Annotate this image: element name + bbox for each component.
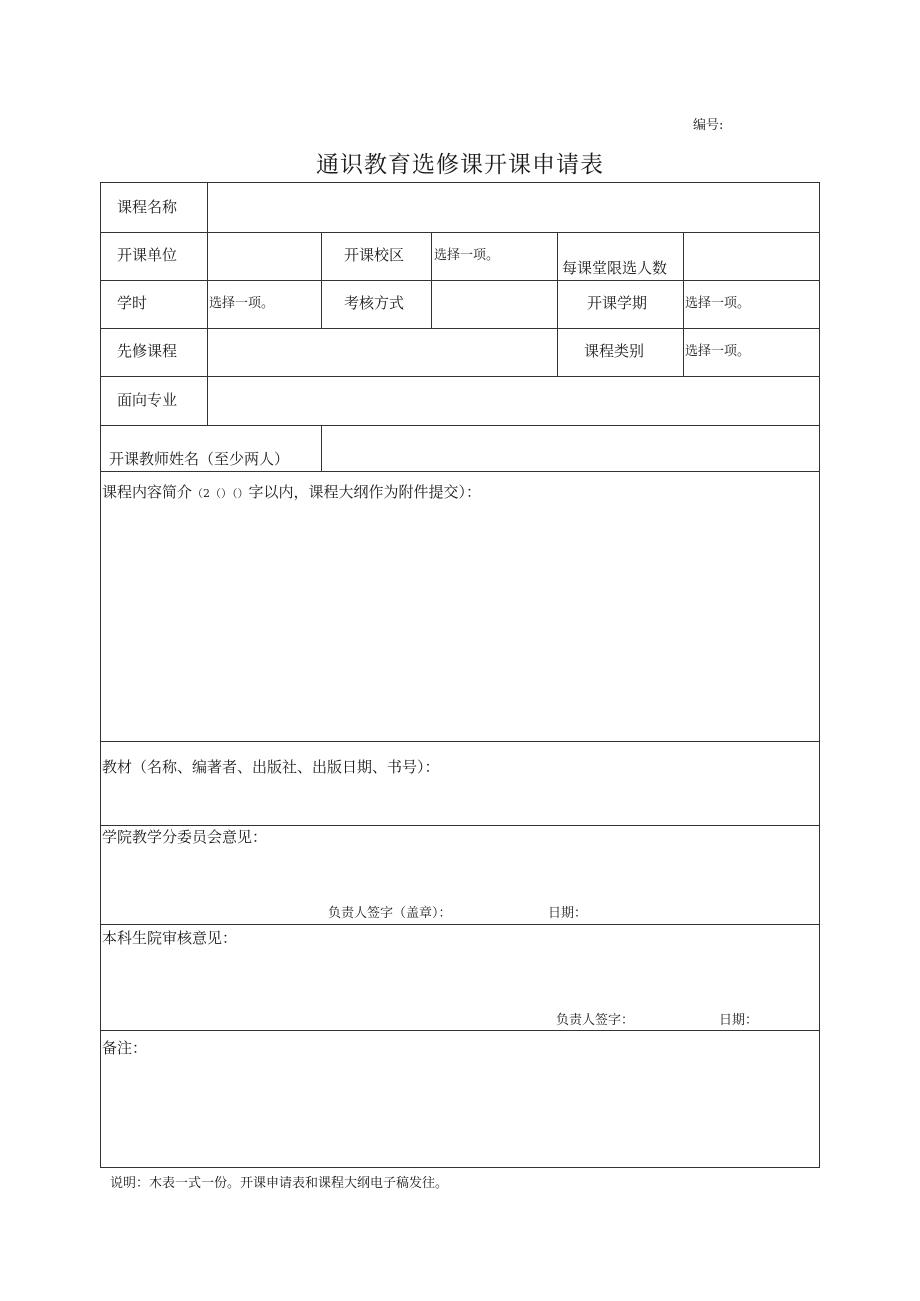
unit-label: 开课单位 xyxy=(117,246,178,264)
exam-label: 考核方式 xyxy=(344,294,405,312)
major-label: 面向专业 xyxy=(117,391,178,409)
course-name-field[interactable] xyxy=(209,185,817,230)
col-divider xyxy=(321,425,322,471)
hours-label: 学时 xyxy=(117,294,148,312)
limit-field[interactable] xyxy=(685,234,817,279)
textbook-field[interactable] xyxy=(103,781,817,823)
col-divider xyxy=(683,232,684,377)
row-divider xyxy=(101,280,819,281)
page-title: 通识教育选修课开课申请表 xyxy=(316,152,604,178)
col-divider xyxy=(431,232,432,328)
row-divider xyxy=(101,328,819,329)
row-divider xyxy=(101,741,819,742)
semester-select[interactable]: 选择一项。 xyxy=(685,296,751,311)
col-divider xyxy=(207,183,208,425)
category-label: 课程类别 xyxy=(584,342,645,360)
prereq-field[interactable] xyxy=(209,330,555,375)
row-divider xyxy=(101,1030,819,1031)
col-divider xyxy=(557,232,558,377)
remarks-field[interactable] xyxy=(103,1061,817,1165)
unit-field[interactable] xyxy=(209,234,319,279)
intro-field[interactable] xyxy=(103,505,817,739)
exam-field[interactable] xyxy=(433,282,555,327)
teachers-field[interactable] xyxy=(323,427,817,470)
prereq-label: 先修课程 xyxy=(117,342,178,360)
college-date-label: 日期： xyxy=(548,906,588,921)
undergrad-sign-label: 负责人签字： xyxy=(556,1013,635,1028)
footer-note: 说明：木表一式一份。开课申请表和课程大纲电子稿发往。 xyxy=(110,1176,449,1191)
undergrad-date-label: 日期： xyxy=(719,1013,759,1028)
row-divider xyxy=(101,924,819,925)
row-divider xyxy=(101,425,819,426)
major-field[interactable] xyxy=(209,379,817,424)
campus-select[interactable]: 选择一项。 xyxy=(434,248,500,263)
teachers-label: 开课教师姓名（至少两人） xyxy=(109,450,290,468)
course-name-label: 课程名称 xyxy=(117,198,178,216)
campus-label: 开课校区 xyxy=(344,246,405,264)
undergrad-opinion-label: 本科生院审核意见： xyxy=(102,929,238,947)
row-divider xyxy=(101,376,819,377)
limit-label: 每课堂限选人数 xyxy=(562,259,668,277)
row-divider xyxy=(101,471,819,472)
college-opinion-label: 学院教学分委员会意见： xyxy=(102,828,268,846)
semester-label: 开课学期 xyxy=(587,294,648,312)
col-divider xyxy=(321,232,322,328)
serial-number-label: 编号: xyxy=(693,118,724,133)
remarks-label: 备注： xyxy=(102,1039,148,1057)
textbook-label: 教材（名称、编著者、出版社、出版日期、书号）： xyxy=(102,758,440,776)
hours-select[interactable]: 选择一项。 xyxy=(209,296,275,311)
row-divider xyxy=(101,232,819,233)
intro-label: 课程内容简介（2（）（）字以内，课程大纲作为附件提交）： xyxy=(102,483,482,501)
row-divider xyxy=(101,825,819,826)
undergrad-opinion-field[interactable] xyxy=(103,951,817,1009)
category-select[interactable]: 选择一项。 xyxy=(685,344,751,359)
college-opinion-field[interactable] xyxy=(103,851,817,901)
college-sign-label: 负责人签字（盖章）： xyxy=(328,906,452,921)
application-form xyxy=(100,182,820,1168)
